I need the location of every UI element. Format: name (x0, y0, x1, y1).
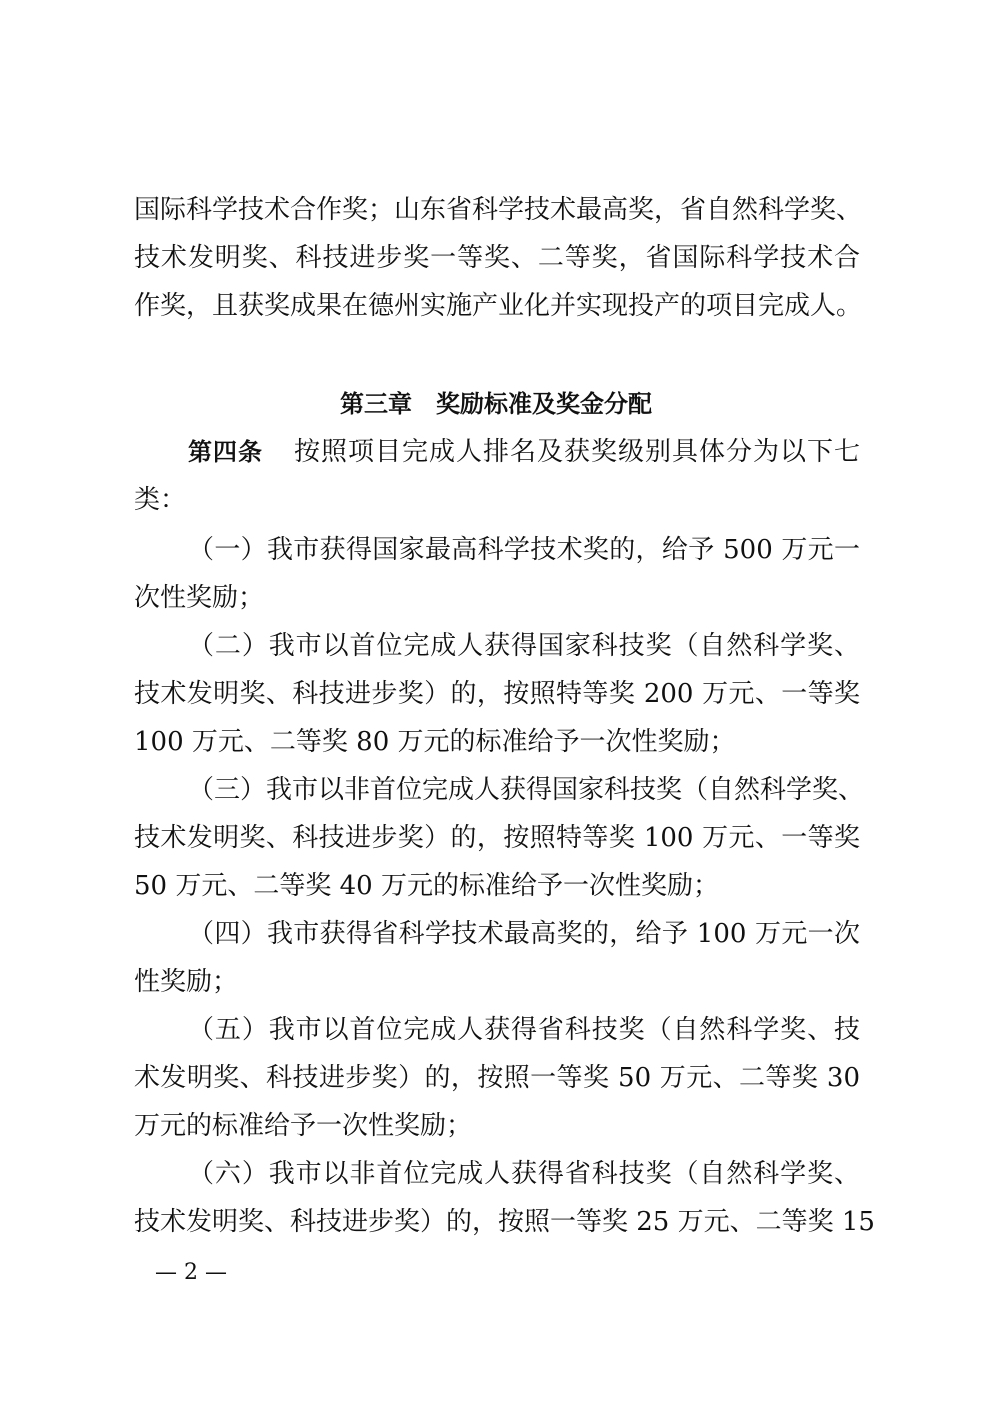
list-item-line: （五）我市以首位完成人获得省科技奖（自然科学奖、技 (188, 1015, 860, 1045)
list-item-line: 次性奖励； (134, 583, 265, 613)
paragraph-line: 类： (134, 485, 187, 515)
list-item-line: 性奖励； (134, 967, 239, 997)
list-item-line: 技术发明奖、科技进步奖）的，按照特等奖 100 万元、一等奖 (134, 823, 860, 853)
paragraph-line: 作奖，且获奖成果在德州实施产业化并实现投产的项目完成人。 (134, 291, 863, 321)
list-item-line: （四）我市获得省科学技术最高奖的，给予 100 万元一次 (188, 919, 860, 949)
list-item-line: 术发明奖、科技进步奖）的，按照一等奖 50 万元、二等奖 30 (134, 1063, 860, 1093)
list-item-line: 技术发明奖、科技进步奖）的，按照一等奖 25 万元、二等奖 15 (134, 1207, 875, 1237)
list-item-line: 万元的标准给予一次性奖励； (134, 1111, 473, 1141)
article-4-line (188, 434, 860, 470)
paragraph-line: 国际科学技术合作奖；山东省科学技术最高奖，省自然科学奖、 (134, 195, 863, 225)
list-item-line: （六）我市以非首位完成人获得省科技奖（自然科学奖、 (188, 1159, 860, 1189)
list-item-line: 技术发明奖、科技进步奖）的，按照特等奖 200 万元、一等奖 (134, 679, 860, 709)
article-text: 按照项目完成人排名及获奖级别具体分为以下七 (293, 437, 860, 467)
list-item-line: （三）我市以非首位完成人获得国家科技奖（自然科学奖、 (188, 775, 865, 805)
list-item-line: 100 万元、二等奖 80 万元的标准给予一次性奖励； (134, 727, 736, 757)
article-label: 第四条 (188, 438, 263, 466)
chapter-heading: 第三章 奖励标准及奖金分配 (340, 390, 652, 418)
list-item-line: （一）我市获得国家最高科学技术奖的，给予 500 万元一 (188, 535, 860, 565)
paragraph-line: 技术发明奖、科技进步奖一等奖、二等奖，省国际科学技术合 (134, 243, 860, 273)
page-number: — 2 — (155, 1260, 227, 1285)
list-item-line: 50 万元、二等奖 40 万元的标准给予一次性奖励； (134, 871, 719, 901)
list-item-line: （二）我市以首位完成人获得国家科技奖（自然科学奖、 (188, 631, 860, 661)
